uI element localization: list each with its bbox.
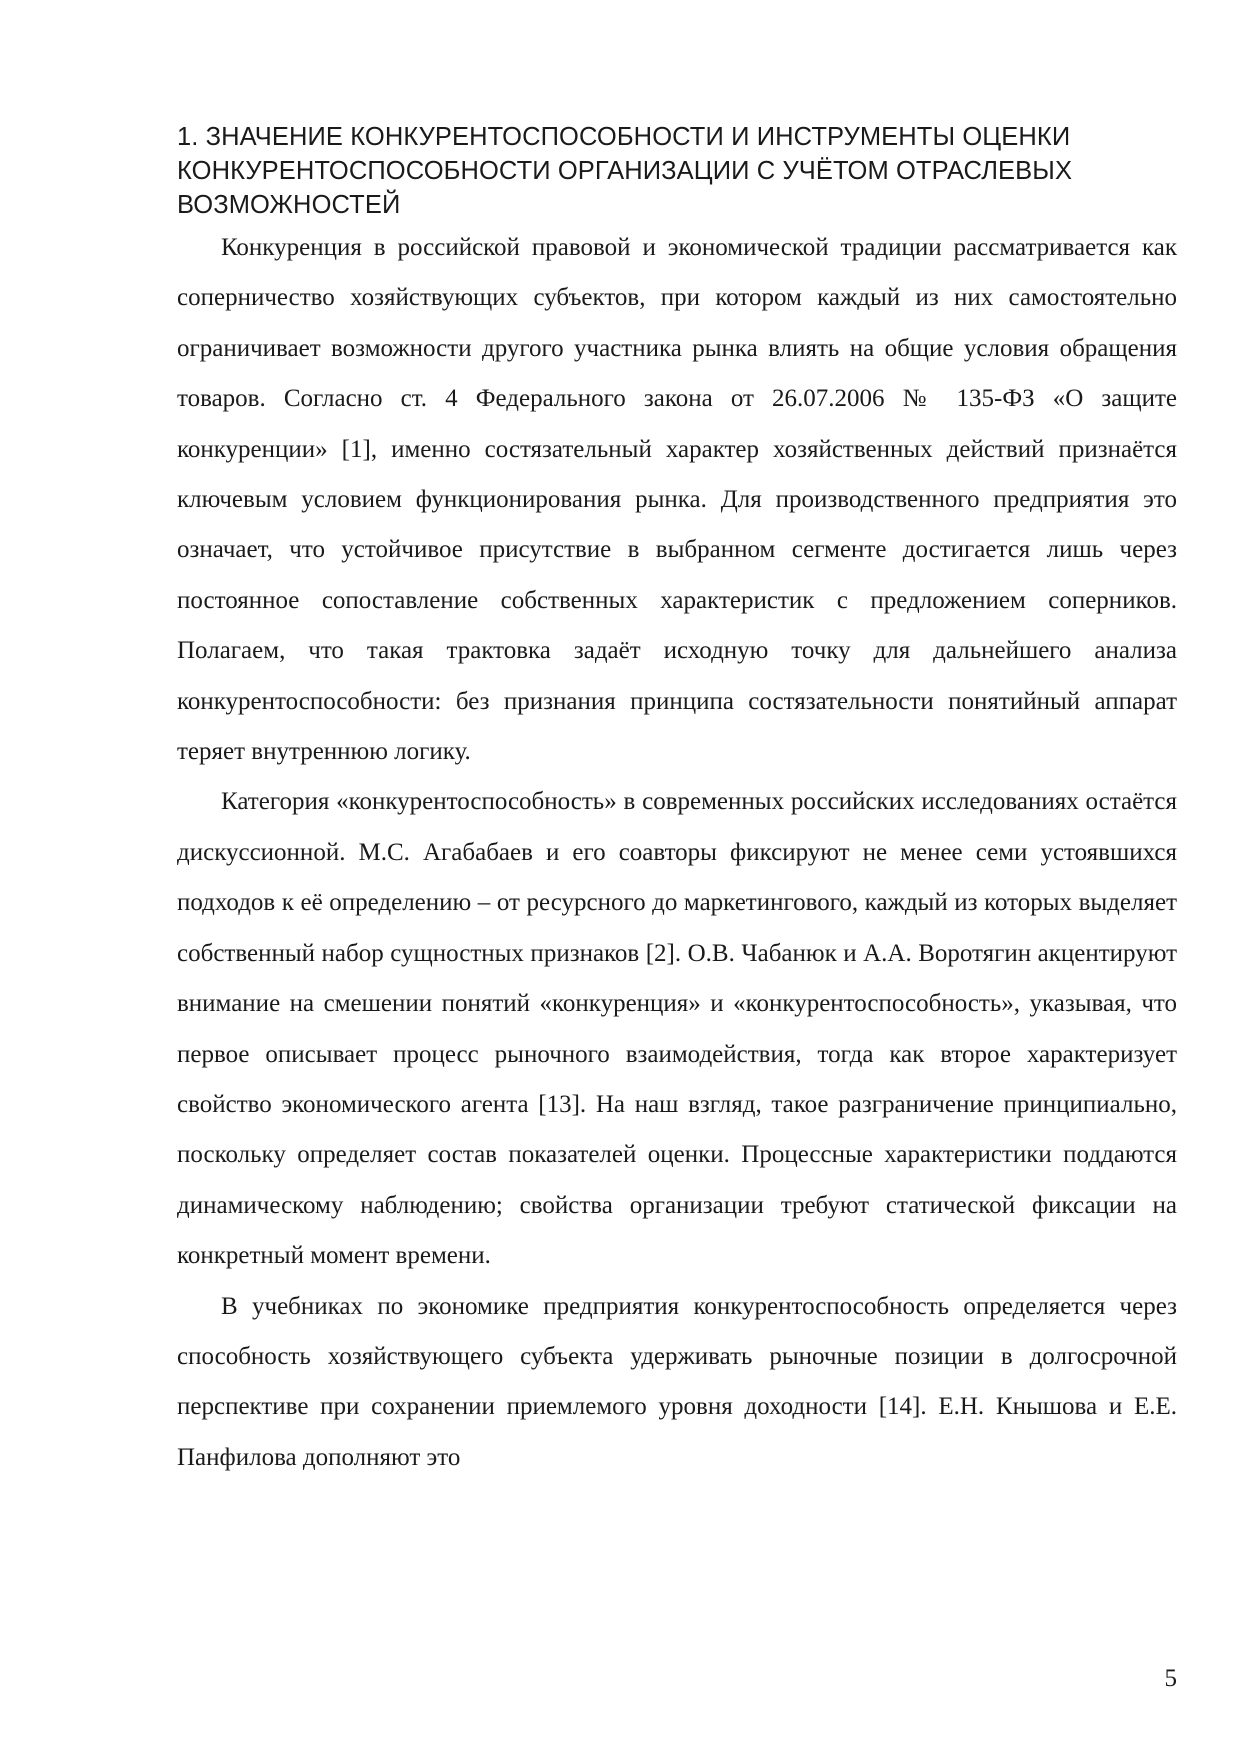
body-text (177, 223, 1177, 1483)
paragraph: В учебниках по экономике предприятия конкурентоспособность определяется через способность хозяйствующего субъекта удерживать рыночные позиции в долгосрочной перспективе при сохранении приемлемого уровня доходности [14]. Е.Н. Кнышова и Е.Е. Панфилова дополняют это (177, 1292, 1177, 1471)
paragraph: Конкуренция в российской правовой и экономической традиции рассматривается как соперничество хозяйствующих субъектов, при котором каждый из них самостоятельно ограничивает возможности другого участника рынка влиять на общие условия обращения товаров. Согласно ст. 4 Федерального закона от 26.07.2006 № 135-ФЗ «О защите конкуренции» [1], именно состязательный характер хозяйственных действий признаётся ключевым условием функционирования рынка. Для производственного предприятия это означает, что устойчивое присутствие в выбранном сегменте достигается лишь через постоянное сопоставление собственных характеристик с предложением соперников. Полагаем, что такая трактовка задаёт исходную точку для дальнейшего анализа конкурентоспособности: без признания принципа состязательности понятийный аппарат теряет внутреннюю логику. (177, 234, 1177, 766)
page-number: 5 (1164, 1665, 1177, 1692)
paragraph: Категория «конкурентоспособность» в современных российских исследованиях остаётся дискуссионной. М.С. Агабабаев и его соавторы фиксируют не менее семи устоявшихся подходов к её определению – от ресурсного до маркетингового, каждый из которых выделяет собственный набор сущностных признаков [2]. О.В. Чабанюк и А.А. Воротягин акцентируют внимание на смешении понятий «конкуренция» и «конкурентоспособность», указывая, что первое описывает процесс рыночного взаимодействия, тогда как второе характеризует свойство экономического агента [13]. На наш взгляд, такое разграничение принципиально, поскольку определяет состав показателей оценки. Процессные характеристики поддаются динамическому наблюдению; свойства организации требуют статической фиксации на конкретный момент времени. (177, 788, 1177, 1270)
section-heading: 1. ЗНАЧЕНИЕ КОНКУРЕНТОСПОСОБНОСТИ И ИНСТРУМЕНТЫ ОЦЕНКИ КОНКУРЕНТОСПОСОБНОСТИ ОРГАНИЗАЦИИ С УЧЁТОМ ОТРАСЛЕВЫХ ВОЗМОЖНОСТЕЙ (177, 123, 1073, 219)
